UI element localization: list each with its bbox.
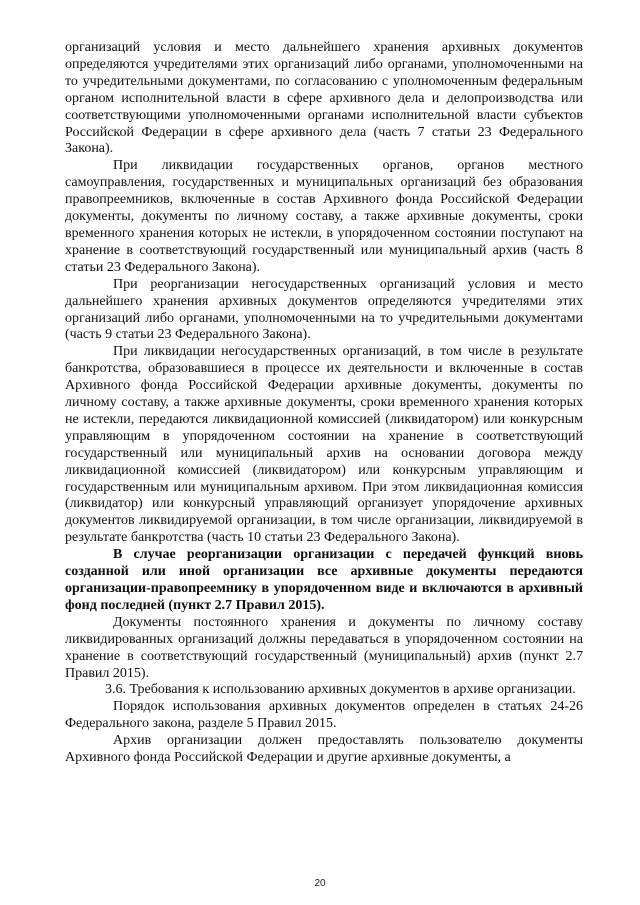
paragraph-nonstate-reorganization: При реорганизации негосударственных организаций условия и место дальнейшего хранения архивных документов определяются учредителями этих организаций либо органами, уполномоченными на то учредительными документами (часть 9 статьи 23 Федерального Закона). <box>65 276 583 343</box>
paragraph-usage-order: Порядок использования архивных документов определен в статьях 24-26 Федерального закона, разделе 5 Правил 2015. <box>65 699 583 732</box>
paragraph-reorganization-transfer: В случае реорганизации организации с передачей функций вновь созданной или иной организации все архивные документы передаются организации-правопреемнику в упорядоченном виде и включаются в архивный фонд последней (пункт 2.7 Правил 2015). <box>65 547 583 613</box>
paragraph-permanent-storage: Документы постоянного хранения и документы по личному составу ликвидированных организаций должны передаваться в упорядоченном состоянии на хранение в соответствующий государственный (муниципальный) архив (пункт 2.7 Правил 2015). <box>65 614 583 681</box>
paragraph-nonstate-liquidation: При ликвидации негосударственных организаций, в том числе в результате банкротства, образовавшиеся в процессе их деятельности и включенные в состав Архивного фонда Российской Федерации архивные документы, документы по личному составу, а также архивные документы, сроки временного хранения которых не истекли, передаются ликвидационной комиссией (ликвидатором) или конкурсным управляющим в упорядоченном состоянии на хранение в соответствующий государственный или муниципальный архив на основании договора между ликвидационной комиссией (ликвидатором) или конкурсным управляющим и государственным или муниципальным архивом. При этом ликвидационная комиссия (ликвидатор) или конкурсный управляющий организует упорядочение архивных документов ликвидируемой организации, в том числе организации, ликвидируемой в результате банкротства (часть 10 статьи 23 Федерального Закона). <box>65 344 583 546</box>
page-number: 20 <box>314 878 326 889</box>
paragraph-archive-provides: Архив организации должен предоставлять пользователю документы Архивного фонда Российской Федерации и другие архивные документы, а <box>65 733 583 766</box>
paragraph-state-liquidation: При ликвидации государственных органов, органов местного самоуправления, государственных и муниципальных организаций без образования правопреемников, включенные в состав Архивного фонда Российской Федерации документы, документы по личному составу, а также архивные документы, сроки временного хранения которых не истекли, в упорядоченном состоянии поступают на хранение в соответствующий государственный или муниципальный архив (часть 8 статьи 23 Федерального Закона). <box>65 158 583 275</box>
section-heading-3-6: 3.6. Требования к использованию архивных документов в архиве организации. <box>105 682 576 698</box>
document-page <box>65 40 583 767</box>
paragraph-continuation: организаций условия и место дальнейшего хранения архивных документов определяются учредителями этих организаций либо органами, уполномоченными на то учредительными документами, по согласованию с уполномоченным федеральным органом исполнительной власти в сфере архивного дела и делопроизводства или соответствующими уполномоченными органами исполнительной власти субъектов Российской Федерации в сфере архивного дела (часть 7 статьи 23 Федерального Закона). <box>65 40 583 157</box>
